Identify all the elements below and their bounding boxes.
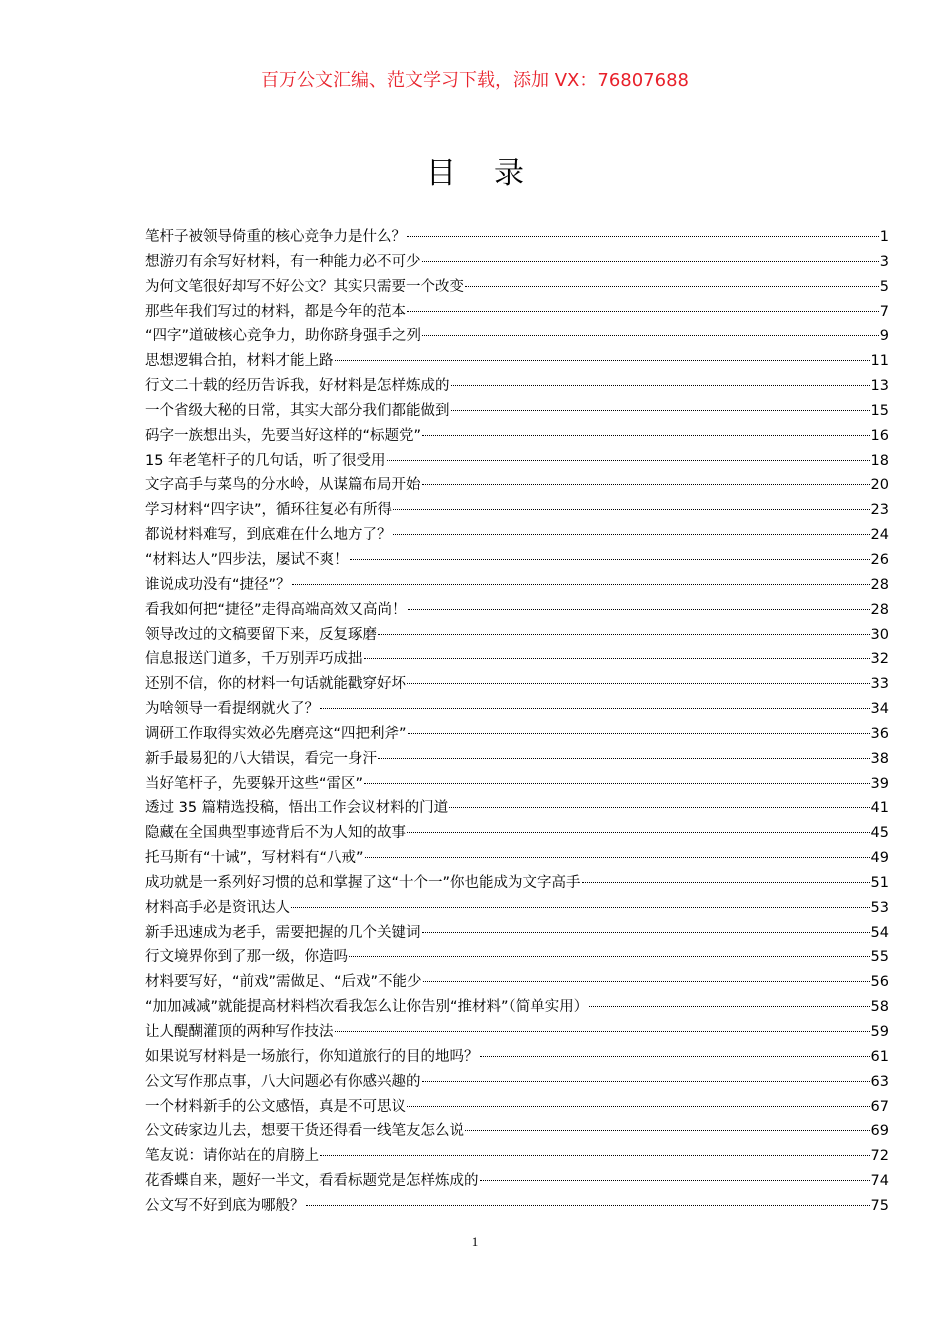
toc-entry-page-number: 13 — [870, 378, 889, 395]
toc-entry[interactable] — [145, 722, 889, 747]
toc-entry[interactable] — [145, 1144, 889, 1169]
toc-entry-title: “加加减减”就能提高材料档次看我怎么让你告别“推材料”（简单实用） — [145, 999, 589, 1016]
toc-entry-page-number: 55 — [870, 949, 889, 966]
toc-entry-title: 一个省级大秘的日常，其实大部分我们都能做到 — [145, 402, 450, 419]
toc-entry-title: 材料要写好，“前戏”需做足、“后戏”不能少 — [145, 974, 422, 991]
toc-entry-title: “材料达人”四步法，屡试不爽！ — [145, 551, 349, 568]
toc-dot-leader — [407, 682, 870, 684]
toc-entry-title: 隐藏在全国典型事迹背后不为人知的故事 — [145, 825, 406, 842]
toc-entry-page-number: 45 — [870, 825, 889, 842]
toc-entry-page-number: 51 — [870, 874, 889, 891]
toc-entry-page-number: 32 — [870, 651, 889, 668]
toc-dot-leader — [349, 955, 870, 957]
toc-entry[interactable] — [145, 1194, 889, 1219]
toc-entry-page-number: 28 — [870, 601, 889, 618]
toc-dot-leader — [364, 657, 870, 659]
toc-entry-title: 当好笔杆子，先要躲开这些“雷区” — [145, 775, 364, 792]
toc-entry-page-number: 15 — [870, 402, 889, 419]
toc-entry[interactable] — [145, 871, 889, 896]
toc-entry-page-number: 23 — [870, 502, 889, 519]
toc-entry-page-number: 34 — [870, 701, 889, 718]
toc-dot-leader — [422, 1080, 870, 1082]
toc-entry-page-number: 3 — [879, 253, 889, 270]
toc-entry-title: 学习材料“四字诀”，循环往复必有所得 — [145, 502, 393, 519]
toc-entry-title: 领导改过的文稿要留下来，反复琢磨 — [145, 626, 377, 643]
toc-entry[interactable] — [145, 1045, 889, 1070]
toc-entry[interactable] — [145, 324, 889, 349]
toc-entry-title: “四字”道破核心竞争力，助你跻身强手之列 — [145, 328, 422, 345]
toc-entry-title: 一个材料新手的公文感悟，真是不可思议 — [145, 1098, 406, 1115]
toc-dot-leader — [480, 1179, 870, 1181]
toc-dot-leader — [365, 856, 870, 858]
toc-dot-leader — [422, 931, 870, 933]
toc-dot-leader — [393, 508, 870, 510]
toc-dot-leader — [582, 881, 870, 883]
toc-dot-leader — [407, 831, 870, 833]
toc-entry-page-number: 38 — [870, 750, 889, 767]
toc-entry-title: 材料高手必是资讯达人 — [145, 899, 290, 916]
toc-entry-page-number: 7 — [879, 303, 889, 320]
toc-dot-leader — [378, 757, 870, 759]
toc-dot-leader — [422, 260, 879, 262]
toc-entry-page-number: 63 — [870, 1073, 889, 1090]
toc-entry-page-number: 74 — [870, 1173, 889, 1190]
toc-entry-page-number: 54 — [870, 924, 889, 941]
toc-entry-page-number: 20 — [870, 477, 889, 494]
toc-entry[interactable] — [145, 945, 889, 970]
toc-entry[interactable] — [145, 598, 889, 623]
toc-entry[interactable] — [145, 275, 889, 300]
toc-entry-title: 托马斯有“十诫”，写材料有“八戒” — [145, 850, 364, 867]
toc-entry-page-number: 53 — [870, 899, 889, 916]
toc-dot-leader — [350, 558, 870, 560]
toc-entry-page-number: 9 — [879, 328, 889, 345]
toc-entry-title: 行文境界你到了那一级，你造吗 — [145, 949, 348, 966]
toc-entry[interactable] — [145, 498, 889, 523]
toc-entry[interactable] — [145, 1020, 889, 1045]
toc-entry-page-number: 5 — [879, 278, 889, 295]
toc-entry[interactable] — [145, 225, 889, 250]
toc-entry-title: 新手最易犯的八大错误，看完一身汗 — [145, 750, 377, 767]
toc-entry[interactable] — [145, 473, 889, 498]
toc-dot-leader — [465, 1129, 870, 1131]
toc-entry-title: 15 年老笔杆子的几句话，听了很受用 — [145, 452, 386, 469]
toc-dot-leader — [335, 1030, 870, 1032]
toc-entry-title: 新手迅速成为老手，需要把握的几个关键词 — [145, 924, 421, 941]
toc-entry-page-number: 61 — [870, 1048, 889, 1065]
toc-entry-title: 信息报送门道多，千万别弄巧成拙 — [145, 651, 363, 668]
toc-dot-leader — [407, 1105, 870, 1107]
toc-entry[interactable] — [145, 523, 889, 548]
toc-entry[interactable] — [145, 821, 889, 846]
toc-entry[interactable] — [145, 921, 889, 946]
toc-entry[interactable] — [145, 1169, 889, 1194]
toc-entry-page-number: 1 — [879, 229, 889, 245]
toc-entry[interactable] — [145, 846, 889, 871]
toc-entry-title: 为啥领导一看提纲就火了？ — [145, 701, 319, 718]
toc-entry-title: 想游刃有余写好材料，有一种能力必不可少 — [145, 253, 421, 270]
toc-dot-leader — [306, 1204, 870, 1206]
toc-entry[interactable] — [145, 424, 889, 449]
toc-entry[interactable] — [145, 300, 889, 325]
toc-entry[interactable] — [145, 772, 889, 797]
toc-entry[interactable] — [145, 623, 889, 648]
toc-entry-page-number: 72 — [870, 1148, 889, 1165]
toc-entry[interactable] — [145, 970, 889, 995]
page-number: 1 — [471, 1234, 479, 1249]
toc-entry-title: 看我如何把“捷径”走得高端高效又高尚！ — [145, 601, 407, 618]
toc-entry-title: 码字一族想出头，先要当好这样的“标题党” — [145, 427, 422, 444]
toc-entry[interactable] — [145, 796, 889, 821]
toc-entry[interactable] — [145, 1119, 889, 1144]
toc-entry[interactable] — [145, 1070, 889, 1095]
toc-entry-title: 透过 35 篇精选投稿，悟出工作会议材料的门道 — [145, 800, 449, 817]
toc-dot-leader — [387, 459, 870, 461]
toc-entry-page-number: 41 — [870, 800, 889, 817]
toc-entry-page-number: 67 — [870, 1098, 889, 1115]
toc-entry-title: 笔杆子被领导倚重的核心竞争力是什么？ — [145, 229, 406, 245]
toc-entry-page-number: 39 — [870, 775, 889, 792]
toc-entry-title: 还别不信，你的材料一句话就能戳穿好坏 — [145, 676, 406, 693]
toc-entry-title: 笔友说：请你站在的肩膀上 — [145, 1148, 319, 1165]
toc-dot-leader — [465, 285, 879, 287]
toc-entry-page-number: 26 — [870, 551, 889, 568]
toc-dot-leader — [408, 732, 870, 734]
toc-entry-page-number: 30 — [870, 626, 889, 643]
toc-dot-leader — [320, 1154, 870, 1156]
toc-entry[interactable] — [145, 349, 889, 374]
toc-entry[interactable] — [145, 1095, 889, 1120]
toc-entry[interactable] — [145, 374, 889, 399]
toc-entry-page-number: 69 — [870, 1123, 889, 1140]
toc-dot-leader — [378, 633, 870, 635]
toc-entry-title: 思想逻辑合拍，材料才能上路 — [145, 353, 334, 370]
toc-dot-leader — [451, 384, 870, 386]
toc-dot-leader — [292, 583, 870, 585]
toc-list — [145, 225, 889, 1219]
toc-entry-title: 调研工作取得实效必先磨亮这“四把利斧” — [145, 725, 407, 742]
toc-dot-leader — [422, 434, 870, 436]
toc-entry-page-number: 24 — [870, 527, 889, 544]
toc-dot-leader — [480, 1055, 870, 1057]
toc-entry[interactable] — [145, 250, 889, 275]
toc-entry-page-number: 59 — [870, 1024, 889, 1040]
toc-dot-leader — [407, 235, 879, 237]
toc-entry[interactable] — [145, 399, 889, 424]
toc-dot-leader — [423, 980, 870, 982]
toc-entry[interactable] — [145, 697, 889, 722]
toc-entry[interactable] — [145, 896, 889, 921]
toc-dot-leader — [422, 483, 870, 485]
toc-dot-leader — [451, 409, 870, 411]
toc-entry-title: 那些年我们写过的材料，都是今年的范本 — [145, 303, 406, 320]
toc-entry[interactable] — [145, 647, 889, 672]
toc-entry-page-number: 75 — [870, 1197, 889, 1214]
toc-entry-page-number: 49 — [870, 850, 889, 867]
toc-dot-leader — [320, 707, 870, 709]
toc-entry-page-number: 11 — [870, 353, 889, 370]
toc-entry[interactable] — [145, 747, 889, 772]
toc-entry-title: 成功就是一系列好习惯的总和掌握了这“十个一”你也能成为文字高手 — [145, 874, 581, 891]
toc-dot-leader — [407, 310, 879, 312]
toc-title: 目录 — [426, 156, 562, 191]
toc-entry-title: 公文砖家边儿去，想要干货还得看一线笔友怎么说 — [145, 1123, 464, 1140]
toc-entry-title: 都说材料难写，到底难在什么地方了？ — [145, 527, 392, 544]
toc-entry-page-number: 33 — [870, 676, 889, 693]
toc-dot-leader — [589, 1005, 869, 1007]
toc-entry[interactable] — [145, 672, 889, 697]
toc-entry-page-number: 16 — [870, 427, 889, 444]
header-banner: 百万公文汇编、范文学习下载，添加 VX：76807688 — [261, 70, 689, 91]
toc-entry[interactable] — [145, 449, 889, 474]
toc-entry[interactable] — [145, 548, 889, 573]
toc-dot-leader — [393, 533, 870, 535]
toc-entry-title: 为何文笔很好却写不好公文？其实只需要一个改变 — [145, 278, 464, 295]
toc-entry-title: 让人醍醐灌顶的两种写作技法 — [145, 1024, 334, 1040]
toc-entry-page-number: 58 — [870, 999, 889, 1016]
toc-entry-title: 公文写作那点事，八大问题必有你感兴趣的 — [145, 1073, 421, 1090]
toc-entry-title: 文字高手与菜鸟的分水岭，从谋篇布局开始 — [145, 477, 421, 494]
toc-entry-page-number: 18 — [870, 452, 889, 469]
toc-entry-title: 谁说成功没有“捷径”？ — [145, 576, 291, 593]
toc-entry-page-number: 36 — [870, 725, 889, 742]
toc-dot-leader — [449, 806, 869, 808]
toc-entry-page-number: 56 — [870, 974, 889, 991]
toc-dot-leader — [291, 906, 870, 908]
toc-entry[interactable] — [145, 995, 889, 1020]
toc-entry-title: 花香蝶自来，题好一半文，看看标题党是怎样炼成的 — [145, 1173, 479, 1190]
toc-entry-title: 行文二十载的经历告诉我，好材料是怎样炼成的 — [145, 378, 450, 395]
toc-entry-title: 公文写不好到底为哪般？ — [145, 1197, 305, 1214]
toc-dot-leader — [408, 608, 870, 610]
toc-entry-title: 如果说写材料是一场旅行，你知道旅行的目的地吗？ — [145, 1048, 479, 1065]
toc-entry-page-number: 28 — [870, 576, 889, 593]
toc-dot-leader — [364, 782, 870, 784]
toc-entry[interactable] — [145, 573, 889, 598]
toc-dot-leader — [422, 334, 879, 336]
toc-dot-leader — [335, 359, 870, 361]
